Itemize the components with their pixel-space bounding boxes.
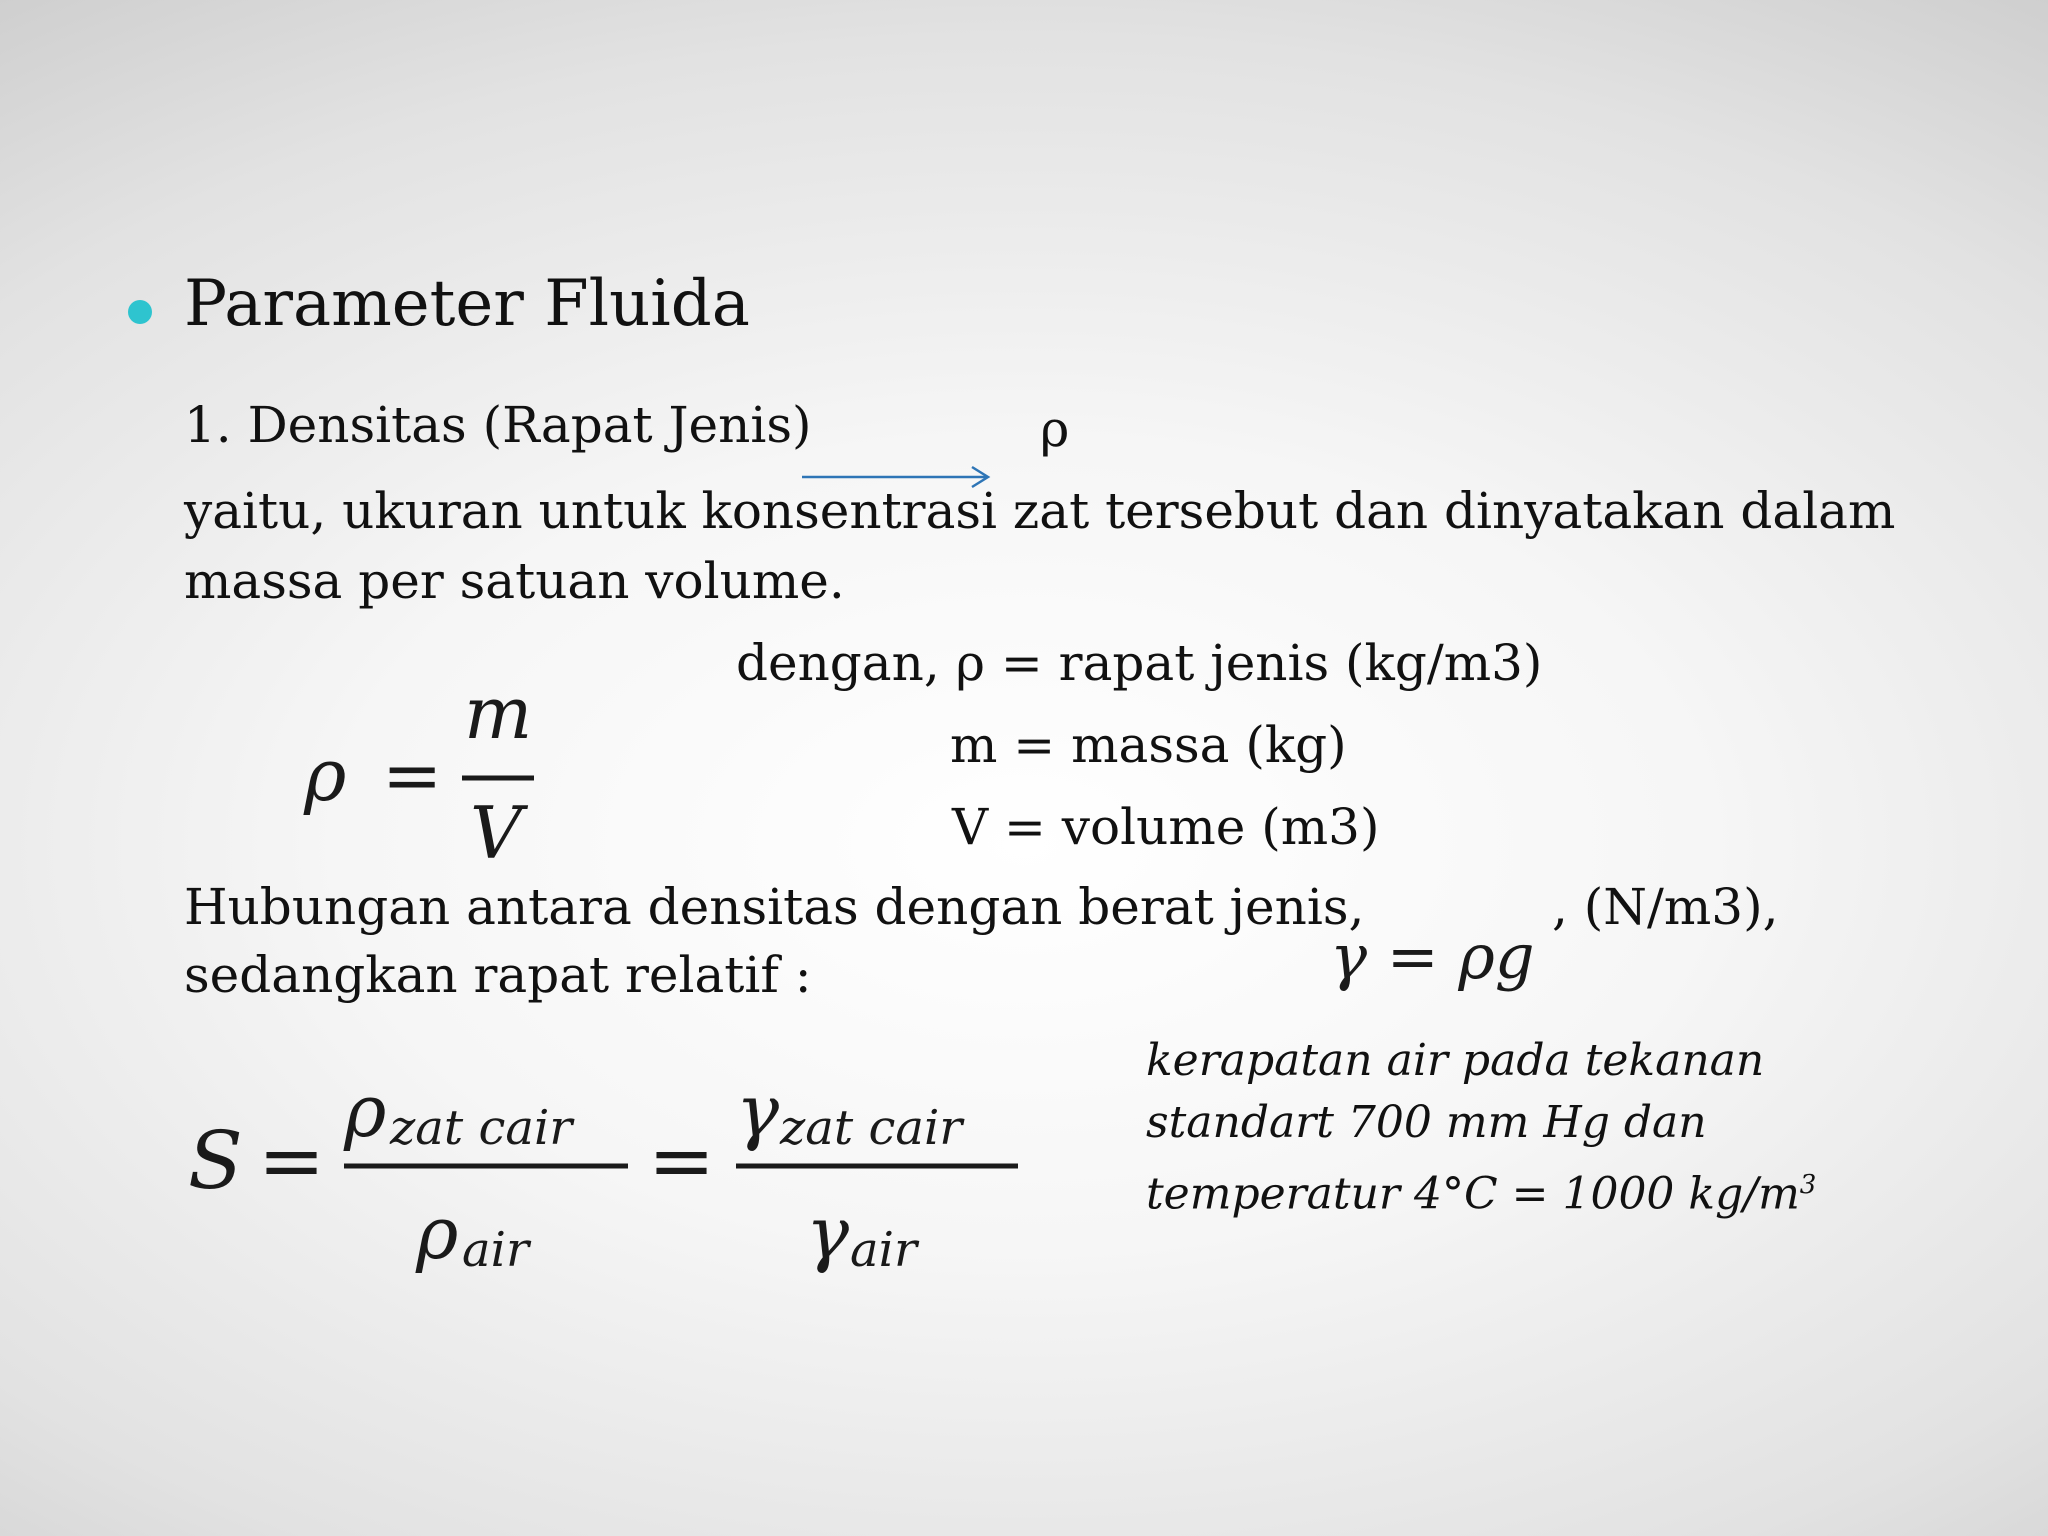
definition-line-2: massa per satuan volume.: [184, 552, 845, 610]
note-line-3-text: temperatur 4°C = 1000 kg/m: [1146, 1168, 1800, 1220]
legend-rho: dengan, ρ = rapat jenis (kg/m3): [736, 634, 1543, 692]
note-line-1: kerapatan air pada tekanan: [1146, 1035, 1765, 1086]
density-formula: [290, 671, 550, 880]
legend-mass: m = massa (kg): [950, 716, 1347, 774]
denominator-2-symbol: γ: [806, 1191, 850, 1275]
numerator-1-symbol: ρ: [344, 1069, 387, 1153]
note-line-3: [1146, 1154, 1906, 1226]
definition-line-1: yaitu, ukuran untuk konsentrasi zat tersebut dan dinyatakan dalam: [184, 482, 1896, 540]
slide-title: Parameter Fluida: [184, 267, 750, 341]
denominator-1-symbol: ρ: [416, 1191, 459, 1275]
relation-line-2: sedangkan rapat relatif :: [184, 946, 812, 1004]
numerator-2-symbol: γ: [736, 1069, 780, 1153]
density-formula-numerator: m: [464, 671, 533, 755]
water-density-note: [1146, 1030, 1906, 1226]
relation-line-1: Hubungan antara densitas dengan berat jenis,: [184, 878, 1365, 936]
relative-formula-equals-2: =: [648, 1114, 716, 1207]
density-formula-equals: =: [382, 733, 443, 817]
numerator-1-subscript: zat cair: [390, 1100, 573, 1156]
denominator-1-subscript: air: [462, 1222, 529, 1278]
legend-volume: V = volume (m3): [952, 798, 1380, 856]
rho-symbol: ρ: [1040, 400, 1070, 458]
denominator-2-subscript: air: [850, 1222, 917, 1278]
item-heading: 1. Densitas (Rapat Jenis): [184, 396, 812, 454]
density-formula-denominator: V: [470, 791, 522, 875]
bullet-dot: [128, 300, 152, 324]
weight-formula: γ = ρg: [1330, 920, 1535, 993]
note-line-2: standart 700 mm Hg dan: [1146, 1097, 1707, 1148]
relation-units: , (N/m3),: [1552, 878, 1779, 936]
relative-formula-equals-1: =: [258, 1114, 326, 1207]
relative-formula-lhs: S: [188, 1114, 243, 1207]
relative-density-formula: [180, 1070, 1040, 1290]
numerator-2-subscript: zat cair: [780, 1100, 963, 1156]
note-line-3-superscript: 3: [1799, 1170, 1817, 1200]
density-formula-lhs: ρ: [304, 733, 347, 817]
